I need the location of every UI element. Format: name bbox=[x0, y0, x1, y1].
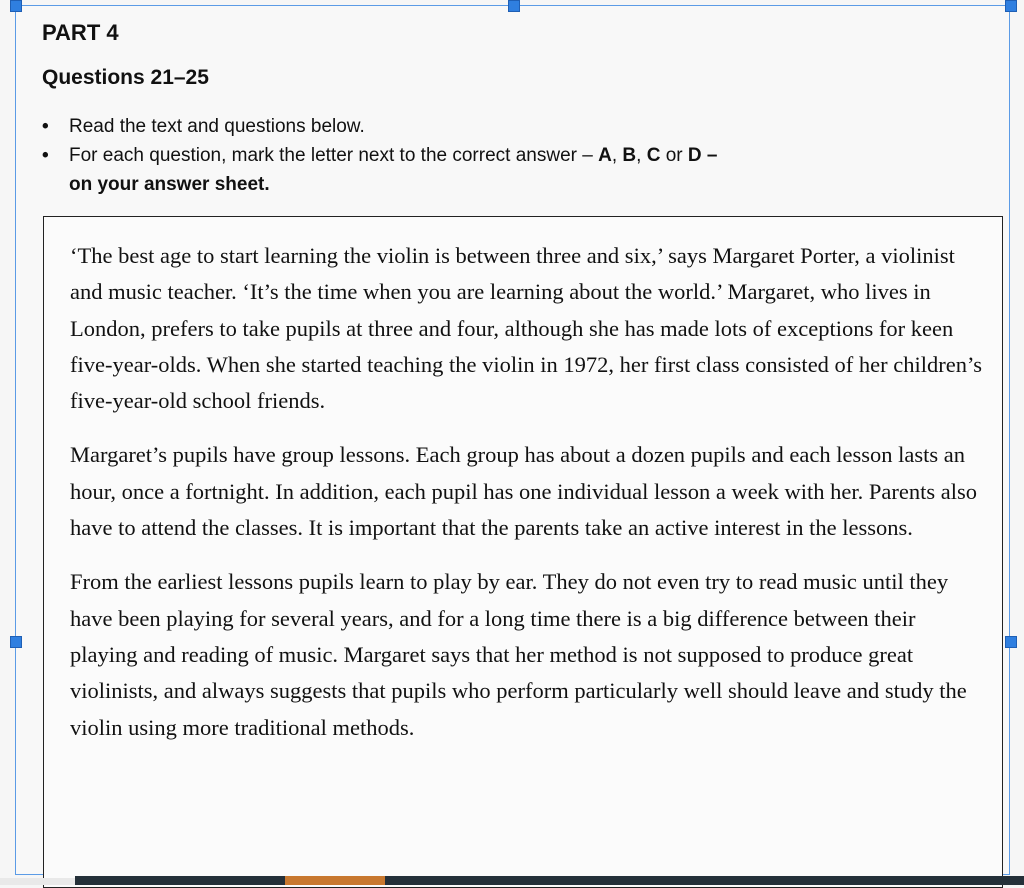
resize-handle-top-left[interactable] bbox=[10, 0, 22, 12]
bullet-icon: • bbox=[42, 145, 49, 166]
resize-handle-middle-left[interactable] bbox=[10, 636, 22, 648]
reading-passage bbox=[70, 238, 985, 764]
instruction-item bbox=[42, 112, 717, 141]
bullet-icon: • bbox=[42, 116, 49, 137]
resize-handle-top-center[interactable] bbox=[508, 0, 520, 12]
separator: , bbox=[636, 145, 647, 166]
instructions-list bbox=[42, 112, 717, 199]
instruction-item bbox=[42, 141, 717, 199]
instruction-text-line2: on your answer sheet. bbox=[69, 174, 270, 195]
separator: , bbox=[611, 145, 623, 166]
option-letter-c: C bbox=[646, 145, 661, 166]
questions-title: Questions 21–25 bbox=[42, 66, 209, 89]
passage-paragraph-1: ‘The best age to start learning the violin is between three and six,’ says Margaret Porter, a violinist and music teacher. ‘It’s the time when you are learning about the world.’ Margaret, who lives in London, prefers to take pupils at three and four, although she has made lots of exceptions for keen five-year-olds. When she started teaching the violin in 1972, her first class consisted of her children’s five-year-old school friends. bbox=[70, 243, 982, 414]
option-letter-d: D – bbox=[687, 145, 718, 166]
part-title: PART 4 bbox=[42, 20, 119, 45]
resize-handle-middle-right[interactable] bbox=[1005, 636, 1017, 648]
bottom-bar bbox=[75, 876, 1024, 885]
option-letter-b: B bbox=[622, 145, 637, 166]
bottom-bar-accent bbox=[285, 876, 385, 885]
bottom-strip-left bbox=[0, 878, 75, 885]
instruction-text: For each question, mark the letter next to the correct answer – bbox=[69, 145, 599, 166]
option-letter-a: A bbox=[598, 145, 612, 166]
instruction-text: Read the text and questions below. bbox=[69, 116, 365, 137]
separator: or bbox=[660, 145, 688, 166]
passage-paragraph-3: From the earliest lessons pupils learn to play by ear. They do not even try to read music until they have been playing for several years, and for a long time there is a big difference between their playing and reading of music. Margaret says that her method is not supposed to produce great violinists, and always suggests that pupils who perform particularly well should leave and study the violin using more traditional methods. bbox=[70, 569, 967, 740]
resize-handle-top-right[interactable] bbox=[1005, 0, 1017, 12]
passage-paragraph-2: Margaret’s pupils have group lessons. Each group has about a dozen pupils and each lesson lasts an hour, once a fortnight. In addition, each pupil has one individual lesson a week with her. Parents also have to attend the classes. It is important that the parents take an active interest in the lessons. bbox=[70, 442, 978, 541]
